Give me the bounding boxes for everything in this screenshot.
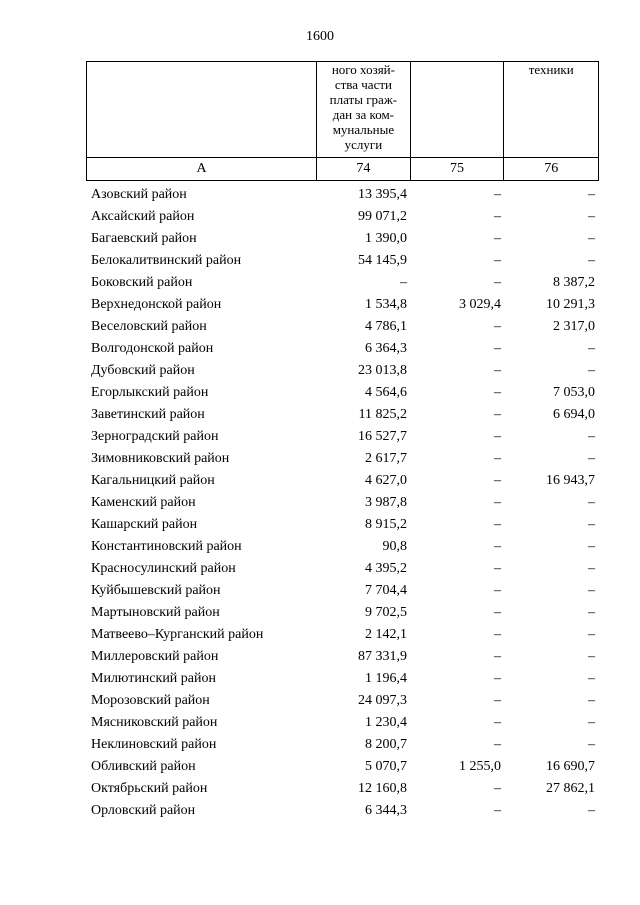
value-74-cell: 1 390,0 [365,231,407,246]
value-76-cell: – [588,451,595,466]
table-row [86,404,599,426]
header-cell-75 [411,62,505,157]
value-76-cell: – [588,539,595,554]
value-75-cell: – [494,319,501,334]
table-row [86,690,599,712]
table-row [86,470,599,492]
table-row [86,580,599,602]
value-75-cell: – [494,473,501,488]
column-index-row [86,158,599,181]
value-75-cell: – [494,803,501,818]
value-75-cell: 3 029,4 [459,297,501,312]
district-name-cell: Заветинский район [91,407,205,422]
district-name-cell: Зерноградский район [91,429,219,444]
table-row [86,536,599,558]
value-75-cell: – [494,407,501,422]
value-75-cell: – [494,495,501,510]
value-74-cell: 9 702,5 [365,605,407,620]
value-76-cell: 27 862,1 [546,781,595,796]
table-row [86,712,599,734]
value-76-cell: 10 291,3 [546,297,595,312]
value-75-cell: – [494,187,501,202]
table-row [86,448,599,470]
value-74-cell: 12 160,8 [358,781,407,796]
column-index-74: 74 [317,158,411,180]
district-name-cell: Матвеево–Курганский район [91,627,264,642]
district-name-cell: Константиновский район [91,539,242,554]
value-76-cell: – [588,649,595,664]
value-76-cell: 7 053,0 [553,385,595,400]
table-row [86,756,599,778]
value-74-cell: 4 395,2 [365,561,407,576]
value-76-cell: – [588,253,595,268]
table-header [86,61,599,158]
district-name-cell: Волгодонской район [91,341,214,356]
table-body [86,184,599,822]
value-75-cell: – [494,275,501,290]
table-row [86,294,599,316]
value-74-cell: 2 142,1 [365,627,407,642]
value-74-cell: 3 987,8 [365,495,407,510]
value-75-cell: – [494,451,501,466]
district-name-cell: Багаевский район [91,231,197,246]
value-76-cell: – [588,627,595,642]
table-row [86,250,599,272]
district-name-cell: Морозовский район [91,693,210,708]
table-row [86,514,599,536]
district-name-cell: Куйбышевский район [91,583,221,598]
value-75-cell: – [494,209,501,224]
header-line: ства части [334,77,392,92]
value-75-cell: 1 255,0 [459,759,501,774]
table-row [86,558,599,580]
value-76-cell: 16 690,7 [546,759,595,774]
value-76-cell: 8 387,2 [553,275,595,290]
value-74-cell: 23 013,8 [358,363,407,378]
value-76-cell: – [588,429,595,444]
table-row [86,206,599,228]
value-76-cell: – [588,495,595,510]
header-cell-74 [317,62,411,157]
district-name-cell: Красносулинский район [91,561,236,576]
column-index-76: 76 [544,161,559,176]
district-name-cell: Мартыновский район [91,605,220,620]
value-74-cell: 54 145,9 [358,253,407,268]
district-name-cell: Егорлыкский район [91,385,209,400]
header-line: дан за ком- [332,107,395,122]
table-row [86,492,599,514]
value-74-cell: 1 230,4 [365,715,407,730]
value-74-cell: 87 331,9 [358,649,407,664]
value-76-cell: – [588,605,595,620]
value-76-cell: – [588,363,595,378]
value-75-cell: – [494,737,501,752]
value-74-cell: 4 786,1 [365,319,407,334]
district-name-cell: Кагальницкий район [91,473,215,488]
value-75-cell: – [494,715,501,730]
value-75-cell: – [494,385,501,400]
value-76-cell: – [588,517,595,532]
district-name-cell: Октябрьский район [91,781,208,796]
value-74-cell: 2 617,7 [365,451,407,466]
value-75-cell: – [494,605,501,620]
header-line: услуги [344,137,383,152]
value-74-cell: 1 196,4 [365,671,407,686]
district-name-cell: Аксайский район [91,209,195,224]
district-name-cell: Азовский район [91,187,187,202]
district-name-cell: Неклиновский район [91,737,217,752]
district-name-cell: Милютинский район [91,671,217,686]
table-row [86,426,599,448]
value-76-cell: 6 694,0 [553,407,595,422]
value-75-cell: – [494,649,501,664]
table-row [86,360,599,382]
value-76-cell: – [588,693,595,708]
value-75-cell: – [494,517,501,532]
header-line: мунальные [332,122,395,137]
value-74-cell: 1 534,8 [365,297,407,312]
value-75-cell: – [494,253,501,268]
value-76-cell: – [588,231,595,246]
value-74-cell: 90,8 [382,539,407,554]
value-74-cell: 7 704,4 [365,583,407,598]
page-number: 1600 [306,29,334,44]
district-name-cell: Мясниковский район [91,715,218,730]
column-index-a: А [87,158,317,180]
value-74-cell: 4 627,0 [365,473,407,488]
value-76-cell: – [588,737,595,752]
table-row [86,382,599,404]
value-74-cell: 6 364,3 [365,341,407,356]
value-75-cell: – [494,583,501,598]
value-76-cell: – [588,209,595,224]
value-75-cell: – [494,231,501,246]
budget-table [86,61,599,822]
district-name-cell: Обливский район [91,759,196,774]
value-76-cell: – [588,561,595,576]
table-row [86,228,599,250]
value-75-cell: – [494,363,501,378]
district-name-cell: Орловский район [91,803,196,818]
value-76-cell: – [588,341,595,356]
value-74-cell: 99 071,2 [358,209,407,224]
value-74-cell: 4 564,6 [365,385,407,400]
value-75-cell: – [494,693,501,708]
value-74-cell: – [400,275,407,290]
district-name-cell: Каменский район [91,495,196,510]
value-75-cell: – [494,781,501,796]
table-row [86,734,599,756]
column-index-75: 75 [411,158,505,180]
header-line: платы граж- [329,92,398,107]
table-row [86,778,599,800]
district-name-cell: Веселовский район [91,319,207,334]
table-row [86,272,599,294]
table-row [86,668,599,690]
value-75-cell: – [494,539,501,554]
value-76-cell: – [588,187,595,202]
header-cell-territory [87,62,317,157]
district-name-cell: Зимовниковский район [91,451,230,466]
district-name-cell: Боковский район [91,275,193,290]
value-75-cell: – [494,429,501,444]
header-cell-76: техники [528,62,574,77]
value-75-cell: – [494,341,501,356]
value-74-cell: 13 395,4 [358,187,407,202]
value-76-cell: 2 317,0 [553,319,595,334]
value-76-cell: – [588,803,595,818]
district-name-cell: Кашарский район [91,517,198,532]
value-76-cell: – [588,715,595,730]
value-74-cell: 11 825,2 [358,407,407,422]
value-75-cell: – [494,627,501,642]
value-74-cell: 5 070,7 [365,759,407,774]
value-75-cell: – [494,561,501,576]
value-76-cell: – [588,583,595,598]
table-row [86,800,599,822]
table-row [86,624,599,646]
table-row [86,646,599,668]
table-row [86,184,599,206]
value-74-cell: 8 200,7 [365,737,407,752]
district-name-cell: Дубовский район [91,363,195,378]
value-74-cell: 24 097,3 [358,693,407,708]
value-74-cell: 8 915,2 [365,517,407,532]
table-row [86,316,599,338]
value-76-cell: – [588,671,595,686]
value-74-cell: 6 344,3 [365,803,407,818]
district-name-cell: Верхнедонской район [91,297,222,312]
table-row [86,338,599,360]
district-name-cell: Белокалитвинский район [91,253,242,268]
district-name-cell: Миллеровский район [91,649,219,664]
table-row [86,602,599,624]
value-74-cell: 16 527,7 [358,429,407,444]
value-76-cell: 16 943,7 [546,473,595,488]
value-75-cell: – [494,671,501,686]
header-line: ного хозяй- [331,62,395,77]
